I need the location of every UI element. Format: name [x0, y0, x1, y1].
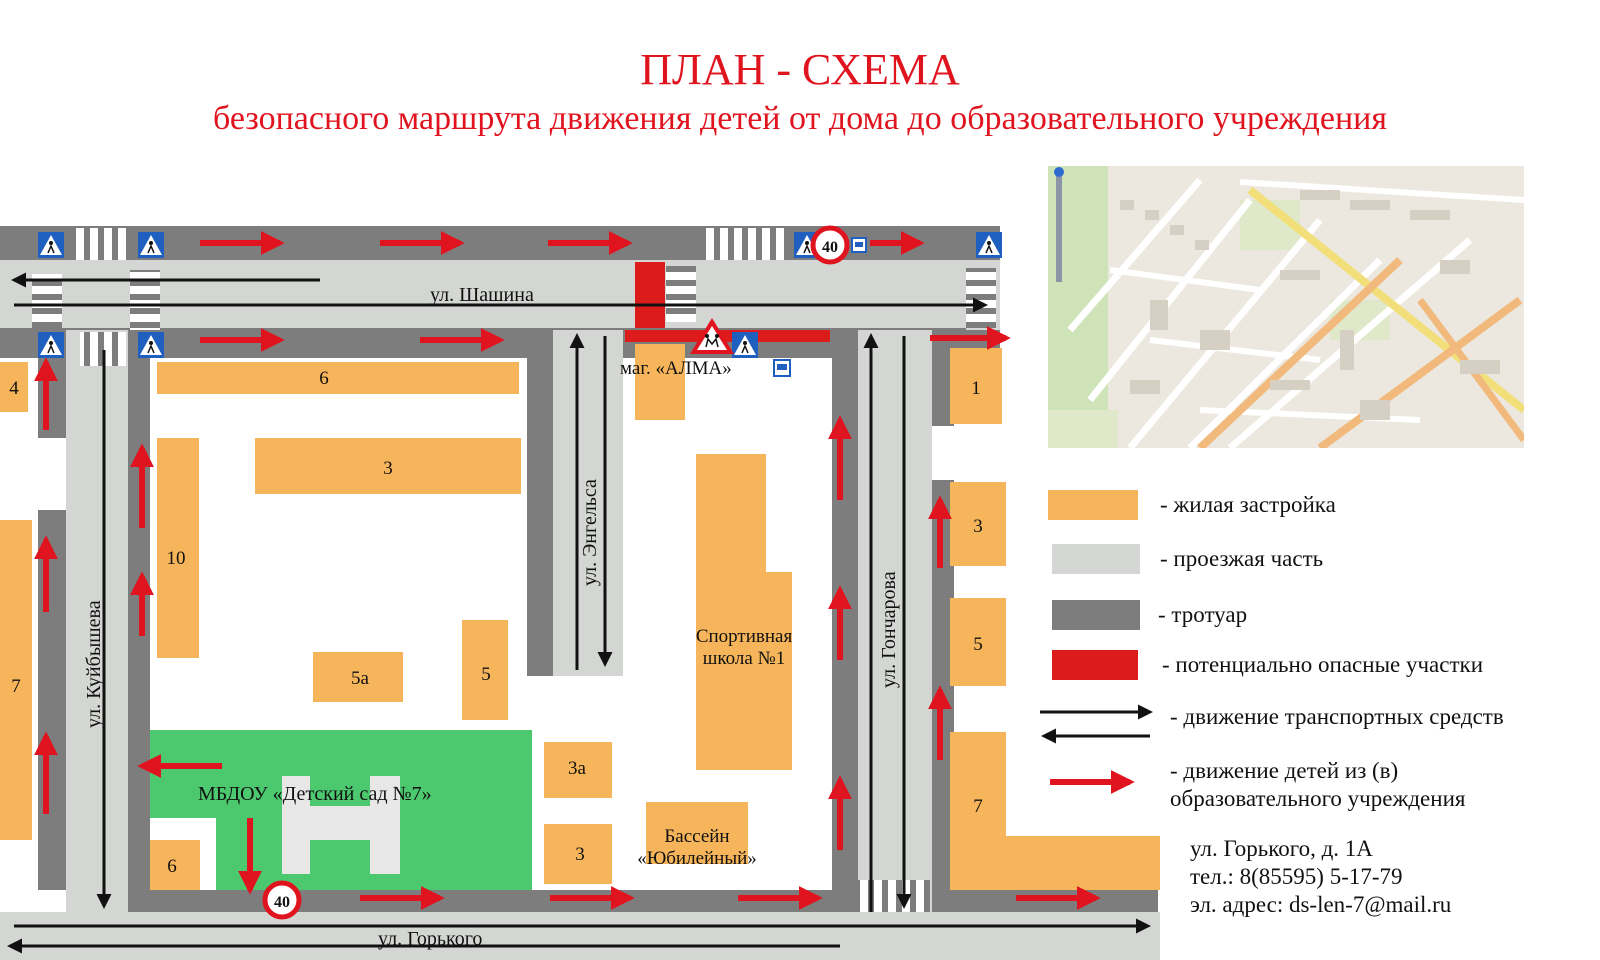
pedestrian-sign-icon — [732, 332, 758, 358]
legend-children: - движение детей из (в) — [1170, 758, 1399, 783]
kindergarten-label: МБДОУ «Детский сад №7» — [198, 783, 432, 805]
pool-label: «Юбилейный» — [637, 848, 757, 869]
speed-limit-value: 40 — [822, 239, 838, 256]
legend-sidewalk: - тротуар — [1158, 602, 1248, 627]
building-number: 3 — [575, 844, 585, 865]
street-label-engelsa: ул. Энгельса — [579, 479, 601, 586]
building-number: 5 — [481, 664, 491, 685]
legend-swatch-danger — [1052, 650, 1138, 680]
pedestrian-sign-icon — [38, 232, 64, 258]
building-number: 5а — [351, 668, 369, 689]
sport-school-label: школа №1 — [702, 648, 786, 669]
building-number: 1 — [971, 378, 981, 399]
bus-stop-icon — [852, 238, 866, 252]
legend-roadway: - проезжая часть — [1160, 546, 1324, 571]
contact-email: эл. адрес: ds-len-7@mail.ru — [1190, 892, 1452, 917]
building-number: 3 — [383, 458, 393, 479]
contact-phone: тел.: 8(85595) 5-17-79 — [1190, 864, 1403, 889]
pedestrian-sign-icon — [38, 332, 64, 358]
street-label-goncharova: ул. Гончарова — [878, 571, 900, 688]
shop-label: маг. «АЛМА» — [620, 358, 732, 379]
building-number: 6 — [167, 856, 177, 877]
legend-danger: - потенциально опасные участки — [1162, 652, 1484, 677]
building-number: 7 — [11, 676, 21, 697]
page-subtitle: безопасного маршрута движения детей от дома до образовательного учреждения — [213, 100, 1387, 137]
building-number: 3 — [973, 516, 983, 537]
legend-vehicles: - движение транспортных средств — [1170, 704, 1504, 729]
kindergarten-area — [150, 730, 532, 890]
legend-swatch-sidewalk — [1052, 600, 1140, 630]
speed-limit-sign-bottom — [265, 883, 299, 917]
speed-limit-value: 40 — [274, 894, 290, 911]
building-number: 7 — [973, 796, 983, 817]
pool-label: Бассейн — [664, 826, 730, 847]
sport-school-label: Спортивная — [695, 626, 793, 647]
bus-stop-icon — [774, 360, 790, 376]
legend-swatch-vehicles — [1040, 712, 1150, 736]
pedestrian-sign-icon — [138, 232, 164, 258]
pedestrian-sign-icon — [976, 232, 1002, 258]
street-label-gorkogo: ул. Горького — [378, 928, 483, 950]
street-label-kuibysheva: ул. Куйбышева — [83, 600, 105, 728]
pedestrian-sign-icon — [138, 332, 164, 358]
contact-address: ул. Горького, д. 1А — [1190, 836, 1373, 861]
building-number: 4 — [9, 378, 19, 399]
legend-residential: - жилая застройка — [1160, 492, 1336, 517]
legend-swatches — [1040, 490, 1150, 782]
speed-limit-sign-top — [813, 228, 847, 262]
building-number: 5 — [973, 634, 983, 655]
building-number: 10 — [166, 548, 186, 569]
building-number: 3а — [568, 758, 586, 779]
overview-map — [1048, 166, 1524, 448]
legend-swatch-roadway — [1052, 544, 1140, 574]
page-title: ПЛАН - СХЕМА — [640, 45, 960, 94]
street-label-shashina: ул. Шашина — [430, 284, 534, 306]
legend-children: образовательного учреждения — [1170, 786, 1466, 811]
legend-swatch-residential — [1048, 490, 1138, 520]
building-number: 6 — [319, 368, 329, 389]
